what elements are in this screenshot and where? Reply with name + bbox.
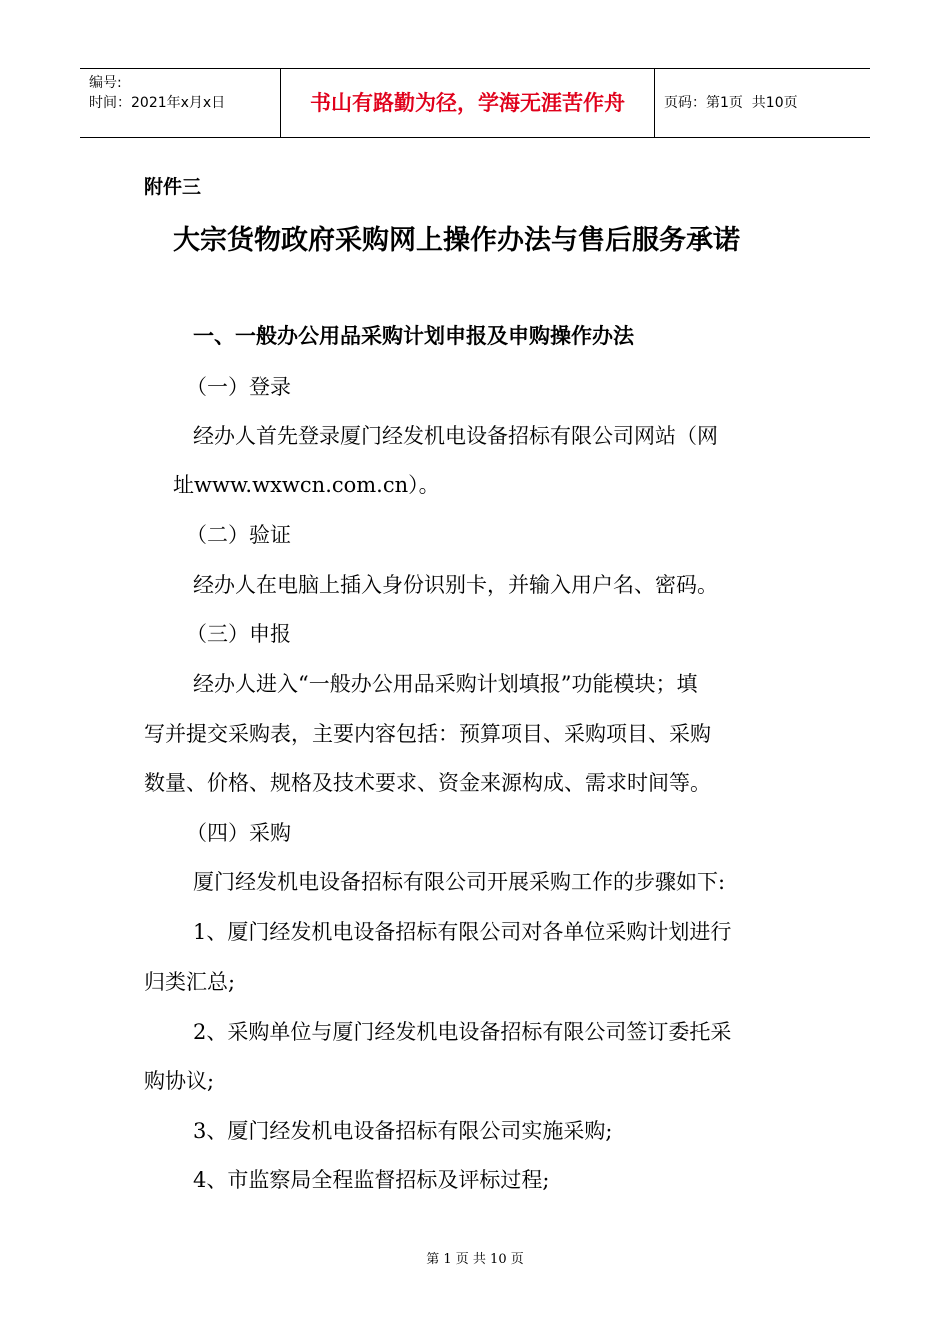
list-item: 2、采购单位与厦门经发机电设备招标有限公司签订委托采 [193,1020,732,1044]
paragraph-line: 经办人在电脑上插入身份识别卡，并输入用户名、密码。 [193,573,718,597]
list-item: 4、市监察局全程监督招标及评标过程; [193,1168,550,1192]
paragraph-line: 数量、价格、规格及技术要求、资金来源构成、需求时间等。 [144,771,711,795]
subsection-verify: （二）验证 [186,523,291,547]
time-label: 时间：2021年x月x日 [89,95,226,111]
section-heading-1: 一、一般办公用品采购计划申报及申购操作办法 [193,324,634,348]
attachment-label: 附件三 [144,176,202,198]
header-motto: 书山有路勤为径，学海无涯苦作舟 [281,69,655,137]
paragraph-line: 厦门经发机电设备招标有限公司开展采购工作的步骤如下: [193,870,726,894]
header-page-info: 页码：第1页 共10页 [664,95,798,111]
list-item-continuation: 购协议; [144,1069,215,1093]
header-meta-cell [80,69,281,137]
document-title: 大宗货物政府采购网上操作办法与售后服务承诺 [173,225,740,256]
paragraph-line: 写并提交采购表，主要内容包括：预算项目、采购项目、采购 [144,722,711,746]
list-item: 1、厦门经发机电设备招标有限公司对各单位采购计划进行 [193,920,732,944]
document-header [80,68,870,138]
subsection-purchase: （四）采购 [186,821,291,845]
subsection-login: （一）登录 [186,375,291,399]
paragraph-line: 经办人进入“一般办公用品采购计划填报”功能模块；填 [193,672,698,696]
paragraph-line-website: 址www.wxwcn.com.cn）。 [173,473,440,497]
subsection-report: （三）申报 [186,622,291,646]
list-item-continuation: 归类汇总; [144,970,236,994]
page-footer: 第 1 页 共 10 页 [426,1252,524,1267]
number-label: 编号: [89,75,122,91]
list-item: 3、厦门经发机电设备招标有限公司实施采购; [193,1119,613,1143]
paragraph-line: 经办人首先登录厦门经发机电设备招标有限公司网站（网 [193,424,718,448]
